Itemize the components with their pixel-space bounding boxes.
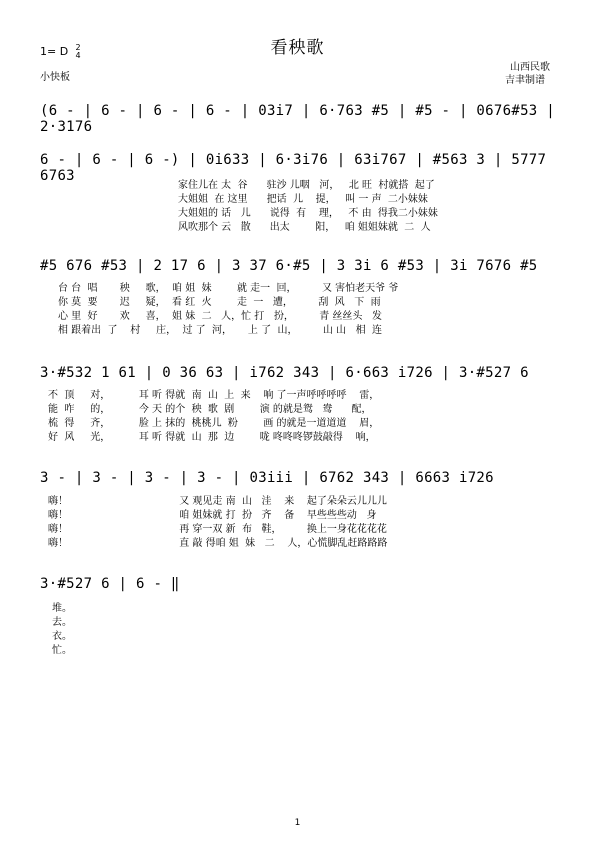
time-signature <box>74 44 82 60</box>
key-signature: 1= D <box>40 45 69 58</box>
lyric-verse-3: 衣。 <box>52 631 72 642</box>
lyric-verse-3: 大姐姐的 话 儿 说得 有 理， 不 由 得我二小妹妹 <box>178 208 438 219</box>
notation-line: #5 676 #53 | 2 17 6 | 3 37 6·#5 | 3 3i 6 #53 | 3i 7676 #5 <box>40 258 538 274</box>
lyric-verse-2: 大姐姐 在 这里 把话 儿 提， 叫 一 声 二小妹妹 <box>178 194 428 205</box>
lyric-verse-2: 嗨！ 咱 姐妹就 打 扮 齐 备 早些些些动 身 <box>48 510 377 521</box>
lyric-verse-4: 好 风 光， 耳 听 得就 山 那 边 咙 咚咚咚锣鼓敲得 响， <box>48 432 376 443</box>
notation-line: 3 - | 3 - | 3 - | 3 - | 03iii | 6762 343 | 6663 i726 <box>40 470 494 486</box>
notation-line: 3·#527 6 | 6 - ‖ <box>40 576 180 592</box>
lyric-verse-3: 心 里 好 欢 喜， 姐 妹 二 人，忙 打 扮， 青 丝丝头 发 <box>58 311 382 322</box>
lyric-verse-3: 梳 得 齐， 脸 上 抹的 桃桃儿 粉 画 的就是一道道道 眉， <box>48 418 380 429</box>
lyric-verse-2: 去。 <box>52 617 72 628</box>
lyric-verse-1: 嗨！ 又 观见走 南 山 洼 来 起了朵朵云儿儿儿 <box>48 496 387 507</box>
notation-line: 6 - | 6 - | 6 -) | 0i633 | 6·3i76 | 63i767 | #563 3 | 5777 6763 <box>40 152 547 184</box>
tempo-marking: 小快板 <box>40 72 70 83</box>
lyric-verse-4: 忙。 <box>52 645 72 656</box>
lyric-verse-1: 台 台 唱 秧 歌， 咱 姐 妹 就 走一 回， 又 害怕老天爷 爷 <box>58 283 399 294</box>
lyric-verse-1: 家住儿在 太 谷 驻沙 儿咽 河， 北 旺 村就搭 起了 <box>178 180 435 191</box>
lyric-verse-3: 嗨！ 再 穿一双 新 布 鞋， 换上一身花花花花 <box>48 524 387 535</box>
notation-line: (6 - | 6 - | 6 - | 6 - | 03i7 | 6·763 #5 | #5 - | 0676#53 | 2·3176 <box>40 103 555 135</box>
time-signature-top: 2 <box>75 43 81 52</box>
lyric-verse-4: 风吹那个 云 散 出太 阳， 咱 姐姐妹就 二 人 <box>178 222 431 233</box>
page-title: 看秧歌 <box>270 38 325 58</box>
lyric-verse-1: 堆。 <box>52 603 72 614</box>
arranger-credit: 吉聿制谱 <box>505 75 545 86</box>
song-origin: 山西民歌 <box>510 62 550 73</box>
lyric-verse-4: 相 跟着出 了 村 庄， 过 了 河， 上 了 山， 山 山 相 连 <box>58 325 382 336</box>
lyric-verse-1: 不 顶 对， 耳 听 得就 南 山 上 来 响 了一声呼呼呼呼 雷， <box>48 390 380 401</box>
lyric-verse-4: 嗨！ 直 敲 得咱 姐 妹 二 人，心慌脚乱赶路路路 <box>48 538 388 549</box>
lyric-verse-2: 你 莫 要 迟 疑， 看 红 火 走 一 遭， 刮 风 下 雨 <box>58 297 381 308</box>
lyric-verse-2: 能 咋 的， 今 天 的个 秧 歌 剧 演 的就是鸳 鸯 配， <box>48 404 372 415</box>
time-signature-bottom: 4 <box>75 51 81 60</box>
notation-line: 3·#532 1 61 | 0 36 63 | i762 343 | 6·663 i726 | 3·#527 6 <box>40 365 529 381</box>
page-number: 1 <box>294 818 301 828</box>
